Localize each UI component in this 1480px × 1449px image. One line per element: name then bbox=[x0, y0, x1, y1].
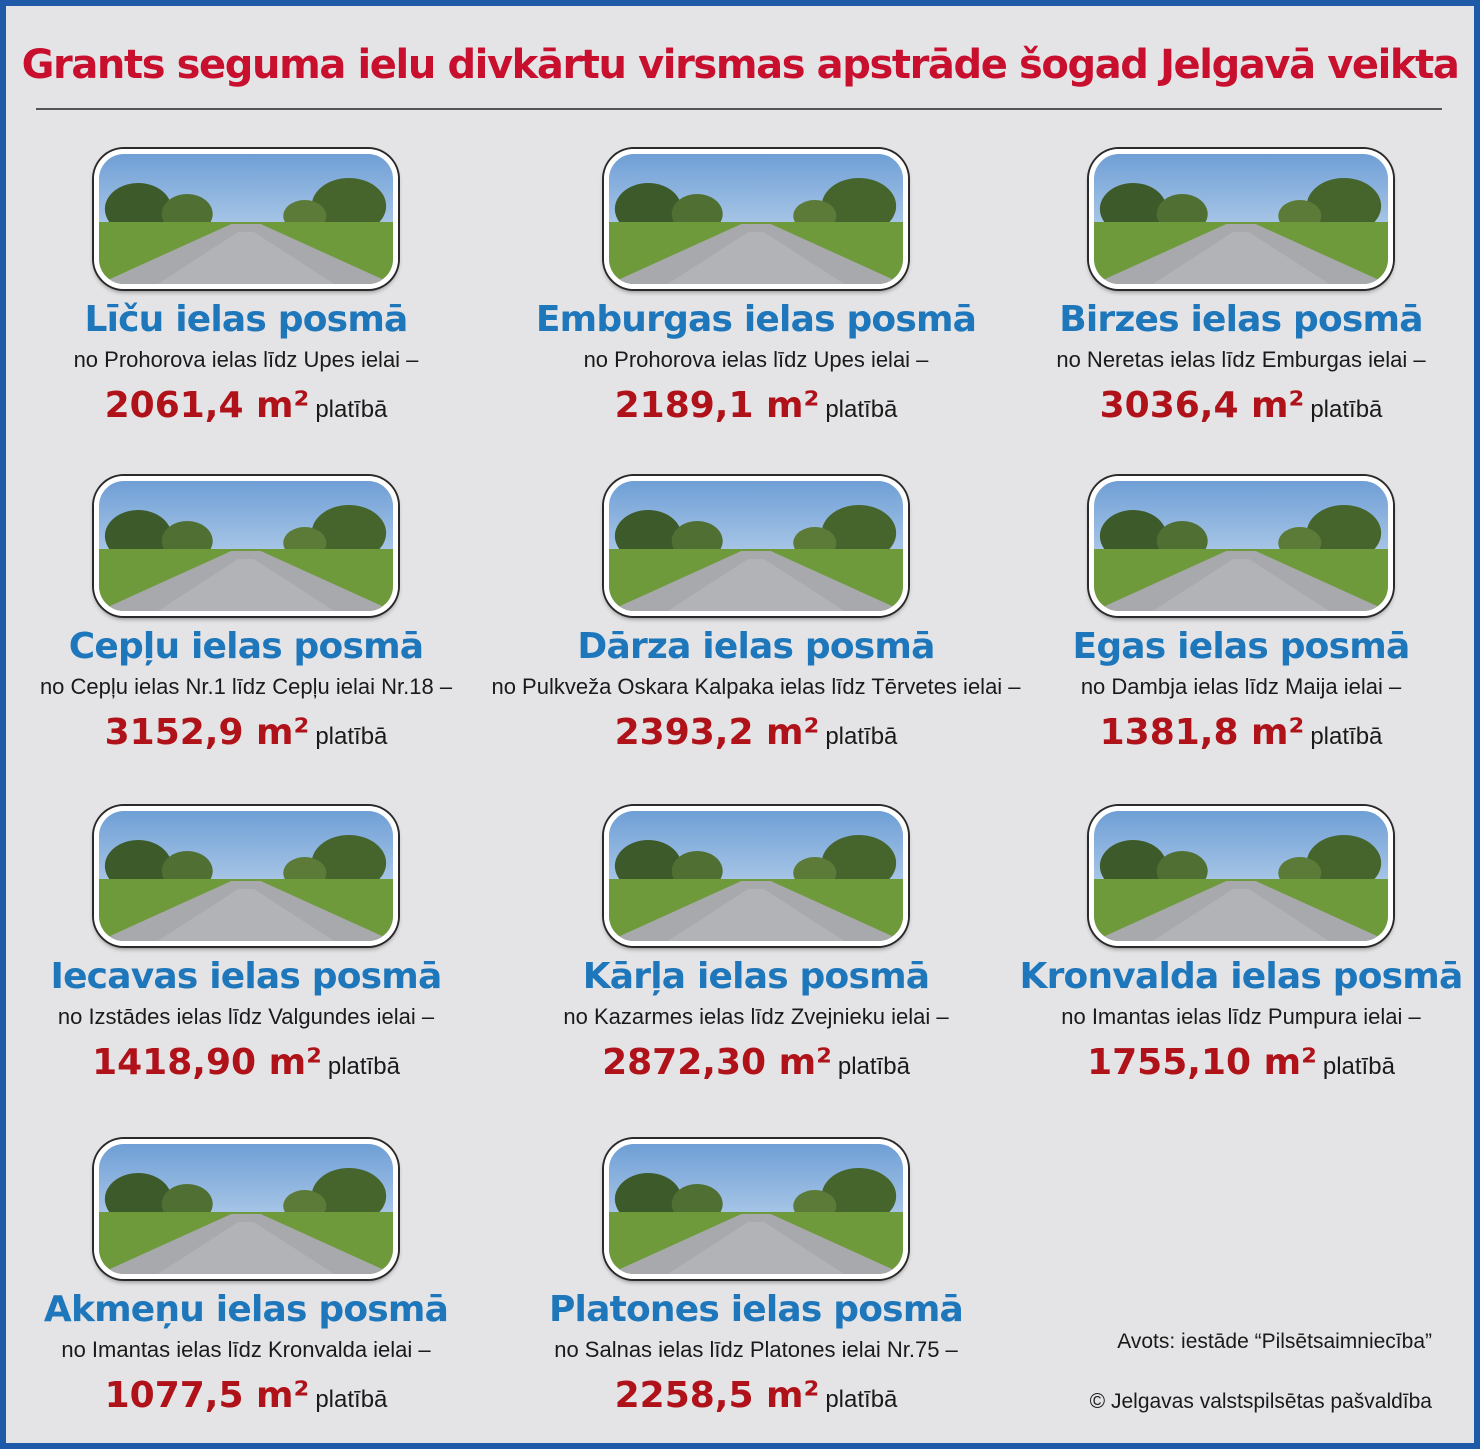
area-value: 1755,10 m² bbox=[1087, 1042, 1317, 1083]
street-card bbox=[526, 1139, 986, 1439]
street-route: no Dambja ielas līdz Maija ielai – bbox=[1080, 674, 1402, 699]
area-unit-word: platībā bbox=[825, 723, 898, 750]
area-value: 1418,90 m² bbox=[92, 1042, 322, 1083]
area-value: 2258,5 m² bbox=[614, 1375, 820, 1416]
area-line bbox=[1011, 1042, 1471, 1083]
area-line bbox=[526, 1375, 986, 1416]
street-name: Dārza ielas posmā bbox=[577, 626, 935, 667]
area-value: 3152,9 m² bbox=[104, 712, 310, 753]
street-route: no Prohorova ielas līdz Upes ielai – bbox=[73, 347, 419, 372]
street-name: Emburgas ielas posmā bbox=[535, 299, 977, 340]
road-photo-illustration bbox=[609, 1144, 903, 1274]
street-name: Birzes ielas posmā bbox=[1059, 299, 1423, 340]
area-value: 2872,30 m² bbox=[602, 1042, 832, 1083]
road-photo-illustration bbox=[99, 481, 393, 611]
street-name: Egas ielas posmā bbox=[1072, 626, 1410, 667]
street-route: no Imantas ielas līdz Pumpura ielai – bbox=[1061, 1004, 1421, 1029]
page-title: Grants seguma ielu divkārtu virsmas apstrāde šogad Jelgavā veikta bbox=[21, 42, 1459, 88]
area-line bbox=[16, 385, 476, 426]
street-photo bbox=[94, 806, 398, 946]
street-route: no Kazarmes ielas līdz Zvejnieku ielai – bbox=[563, 1004, 949, 1029]
area-line bbox=[1011, 385, 1471, 426]
area-unit-word: platībā bbox=[837, 1053, 910, 1080]
street-card bbox=[526, 806, 986, 1106]
street-route: no Neretas ielas līdz Emburgas ielai – bbox=[1056, 347, 1426, 372]
area-unit-word: platībā bbox=[315, 1386, 388, 1413]
area-line bbox=[526, 1042, 986, 1083]
copyright-note: © Jelgavas valstspilsētas pašvaldība bbox=[1089, 1390, 1432, 1413]
area-line bbox=[16, 1042, 476, 1083]
area-unit-word: platībā bbox=[1310, 396, 1383, 423]
road-photo-illustration bbox=[99, 154, 393, 284]
street-card bbox=[16, 476, 476, 776]
street-route: no Cepļu ielas Nr.1 līdz Cepļu ielai Nr.18 – bbox=[39, 674, 453, 699]
road-photo-illustration bbox=[609, 481, 903, 611]
area-unit-word: platībā bbox=[825, 396, 898, 423]
area-unit-word: platībā bbox=[327, 1053, 400, 1080]
area-value: 3036,4 m² bbox=[1099, 385, 1305, 426]
area-unit-word: platībā bbox=[825, 1386, 898, 1413]
street-photo bbox=[604, 476, 908, 616]
street-route: no Izstādes ielas līdz Valgundes ielai – bbox=[57, 1004, 435, 1029]
street-photo bbox=[1089, 149, 1393, 289]
road-photo-illustration bbox=[1094, 481, 1388, 611]
street-photo bbox=[1089, 806, 1393, 946]
street-name: Iecavas ielas posmā bbox=[50, 956, 442, 997]
area-value: 1077,5 m² bbox=[104, 1375, 310, 1416]
street-photo bbox=[604, 1139, 908, 1279]
area-line bbox=[526, 712, 986, 753]
street-name: Akmeņu ielas posmā bbox=[43, 1289, 449, 1330]
street-photo bbox=[1089, 476, 1393, 616]
street-card bbox=[1011, 149, 1471, 449]
area-unit-word: platībā bbox=[1322, 1053, 1395, 1080]
street-card bbox=[491, 476, 1021, 776]
street-photo bbox=[94, 1139, 398, 1279]
area-unit-word: platībā bbox=[315, 396, 388, 423]
area-value: 2393,2 m² bbox=[614, 712, 820, 753]
street-card bbox=[1011, 476, 1471, 776]
street-name: Kronvalda ielas posmā bbox=[1019, 956, 1463, 997]
road-photo-illustration bbox=[99, 811, 393, 941]
road-photo-illustration bbox=[99, 1144, 393, 1274]
road-photo-illustration bbox=[609, 154, 903, 284]
street-name: Platones ielas posmā bbox=[548, 1289, 964, 1330]
title-divider bbox=[36, 108, 1442, 110]
street-photo bbox=[94, 149, 398, 289]
street-photo bbox=[604, 806, 908, 946]
street-card bbox=[16, 1139, 476, 1439]
area-value: 1381,8 m² bbox=[1099, 712, 1305, 753]
area-unit-word: platībā bbox=[315, 723, 388, 750]
street-route: no Salnas ielas līdz Platones ielai Nr.75 – bbox=[554, 1337, 958, 1362]
area-line bbox=[1011, 712, 1471, 753]
area-line bbox=[16, 712, 476, 753]
street-name: Kārļa ielas posmā bbox=[582, 956, 930, 997]
street-card bbox=[1011, 806, 1471, 1106]
street-card bbox=[16, 806, 476, 1106]
street-photo bbox=[94, 476, 398, 616]
street-card bbox=[16, 149, 476, 449]
street-name: Līču ielas posmā bbox=[84, 299, 408, 340]
area-unit-word: platībā bbox=[1310, 723, 1383, 750]
street-route: no Pulkveža Oskara Kalpaka ielas līdz Tērvetes ielai – bbox=[491, 674, 1021, 699]
road-photo-illustration bbox=[609, 811, 903, 941]
street-name: Cepļu ielas posmā bbox=[68, 626, 424, 667]
road-photo-illustration bbox=[1094, 154, 1388, 284]
street-route: no Prohorova ielas līdz Upes ielai – bbox=[583, 347, 929, 372]
street-photo bbox=[604, 149, 908, 289]
street-card bbox=[526, 149, 986, 449]
road-photo-illustration bbox=[1094, 811, 1388, 941]
area-line bbox=[16, 1375, 476, 1416]
area-line bbox=[526, 385, 986, 426]
street-route: no Imantas ielas līdz Kronvalda ielai – bbox=[61, 1337, 431, 1362]
area-value: 2061,4 m² bbox=[104, 385, 310, 426]
area-value: 2189,1 m² bbox=[614, 385, 820, 426]
source-note: Avots: iestāde “Pilsētsaimniecība” bbox=[1117, 1330, 1432, 1353]
